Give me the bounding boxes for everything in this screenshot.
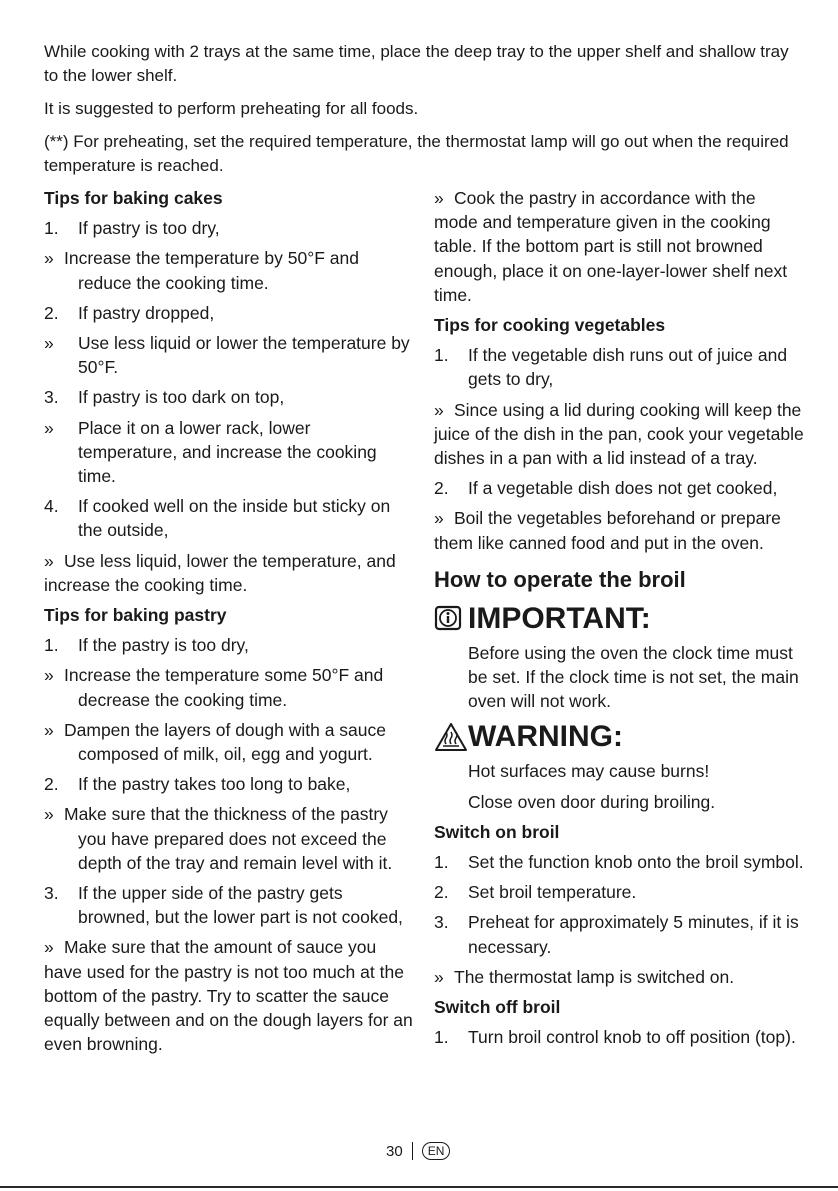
footer-divider <box>412 1142 413 1160</box>
warning-callout <box>434 719 804 755</box>
bullet-item: » Cook the pastry in accordance with the mode and temperature given in the cooking table. If the bottom part is still not browned enough, place it on one-layer-lower shelf next time. <box>434 188 788 305</box>
intro-paragraph: (**) For preheating, set the required temperature, the thermostat lamp will go out when the required temperature is reached. <box>44 132 789 175</box>
bullet-item: » Boil the vegetables beforehand or prepare them like canned food and put in the oven. <box>434 508 781 553</box>
bullet-item: » Since using a lid during cooking will keep the juice of the dish in the pan, cook your vegetable dishes in a pan with a lid instead of a tray. <box>434 399 804 469</box>
list-item: 2. If a vegetable dish does not get cooked, <box>434 478 778 499</box>
list-item: 1. Set the function knob onto the broil symbol. <box>434 852 804 873</box>
broil-section-title: How to operate the broil <box>434 566 686 592</box>
important-callout <box>434 601 804 637</box>
list-item: 2. If pastry dropped, <box>44 302 215 323</box>
list-item: 1. Turn broil control knob to off position (top). <box>434 1027 796 1048</box>
right-column <box>434 186 804 1055</box>
hot-surface-warning-icon <box>434 722 468 752</box>
intro-paragraph: While cooking with 2 trays at the same time, place the deep tray to the upper shelf and shallow tray to the lower shelf. <box>44 42 789 85</box>
language-badge: EN <box>422 1142 451 1160</box>
bullet-item: » Increase the temperature by 50°F and reduce the cooking time. <box>44 248 359 293</box>
list-item: 1. If the vegetable dish runs out of juice and gets to dry, <box>434 345 788 390</box>
bullet-item: » Increase the temperature some 50°F and decrease the cooking time. <box>44 665 384 710</box>
page-number: 30 <box>386 1142 403 1160</box>
list-item: 1. If the pastry is too dry, <box>44 635 249 656</box>
bullet-item: » Use less liquid or lower the temperature by 50°F. <box>44 333 410 378</box>
info-icon <box>434 604 468 634</box>
list-item: 1. If pastry is too dry, <box>44 218 220 239</box>
list-item: 3. If the upper side of the pastry gets browned, but the lower part is not cooked, <box>44 883 403 928</box>
list-item: 2. If the pastry takes too long to bake, <box>44 774 351 795</box>
intro-block <box>44 40 804 187</box>
pastry-heading: Tips for baking pastry <box>44 605 227 626</box>
cakes-heading: Tips for baking cakes <box>44 188 223 208</box>
vegetables-heading: Tips for cooking vegetables <box>434 315 666 336</box>
intro-paragraph: It is suggested to perform preheating for all foods. <box>44 99 419 118</box>
important-text: Before using the oven the clock time must be set. If the clock time is not set, the main oven will not work. <box>468 642 799 712</box>
warning-label: WARNING: <box>468 720 623 754</box>
list-item: 3. If pastry is too dark on top, <box>44 387 285 408</box>
bullet-item: » Make sure that the amount of sauce you have used for the pastry is not too much at the bottom of the pastry. Try to scatter the sauce equally between and on the dough layers for an even browning. <box>44 937 413 1055</box>
bullet-item: » Place it on a lower rack, lower temperature, and increase the cooking time. <box>44 417 377 487</box>
switch-on-heading: Switch on broil <box>434 821 560 842</box>
list-item: 4. If cooked well on the inside but sticky on the outside, <box>44 496 391 541</box>
bullet-item: » Dampen the layers of dough with a sauce composed of milk, oil, egg and yogurt. <box>44 719 386 765</box>
list-item: 2. Set broil temperature. <box>434 882 637 903</box>
bullet-item: » The thermostat lamp is switched on. <box>434 966 735 987</box>
bullet-item: » Make sure that the thickness of the pastry you have prepared does not exceed the depth of the tray and remain level with it. <box>44 804 393 873</box>
list-item: 3. Preheat for approximately 5 minutes, if it is necessary. <box>434 912 799 957</box>
warning-text: Close oven door during broiling. <box>468 791 716 812</box>
switch-off-heading: Switch off broil <box>434 997 561 1018</box>
left-column <box>44 186 414 1063</box>
important-label: IMPORTANT: <box>468 601 651 635</box>
page-footer <box>386 1142 450 1160</box>
bottom-rule <box>0 1186 838 1188</box>
bullet-item: » Use less liquid, lower the temperature, and increase the cooking time. <box>44 550 396 595</box>
warning-text: Hot surfaces may cause burns! <box>468 761 710 782</box>
